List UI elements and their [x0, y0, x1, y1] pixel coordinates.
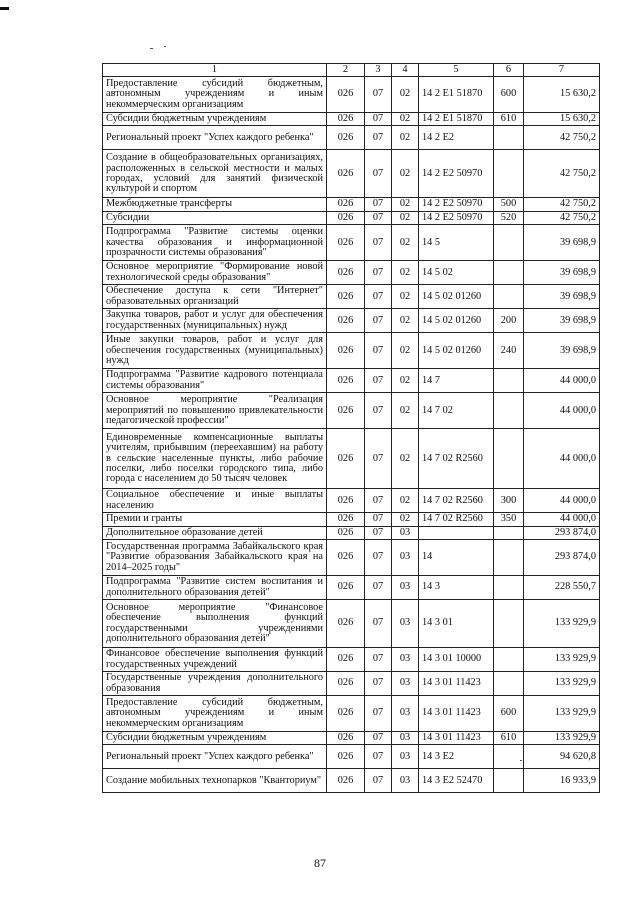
ministry-code-cell: 026: [327, 211, 365, 224]
amount-cell: 16 933,9: [524, 769, 600, 793]
expense-type-code-cell: [494, 429, 524, 489]
expense-type-code-cell: 500: [494, 198, 524, 211]
item-name-cell: Подпрограмма "Развитие кадрового потенциала системы образования": [103, 369, 327, 393]
expense-type-code-cell: 350: [494, 513, 524, 526]
target-article-code-cell: 14: [419, 540, 494, 576]
table-row: [103, 285, 600, 309]
item-name-cell: Единовременные компенсационные выплаты учителям, прибывшим (переехавшим) на работу в сельские населенные пункты, либо рабочие поселки, либо поселки городского типа, либо города с населением до 50 тысяч человек: [103, 429, 327, 489]
expense-type-code-cell: 600: [494, 696, 524, 732]
ministry-code-cell: 026: [327, 198, 365, 211]
section-code-cell: 07: [365, 600, 392, 648]
expense-type-code-cell: [494, 526, 524, 539]
target-article-code-cell: 14 5 02 01260: [419, 309, 494, 333]
target-article-code-cell: 14 2 E2 50970: [419, 211, 494, 224]
target-article-code-cell: 14 7 02: [419, 393, 494, 429]
item-name-cell: Дополнительное образование детей: [103, 526, 327, 539]
amount-cell: 44 000,0: [524, 393, 600, 429]
table-row: [103, 113, 600, 126]
expense-type-code-cell: [494, 576, 524, 600]
section-code-cell: 07: [365, 211, 392, 224]
item-name-cell: Социальное обеспечение и иные выплаты населению: [103, 489, 327, 513]
target-article-code-cell: 14 2 E2: [419, 126, 494, 150]
amount-cell: 133 929,9: [524, 648, 600, 672]
target-article-code-cell: 14 3 E2 52470: [419, 769, 494, 793]
ministry-code-cell: 026: [327, 309, 365, 333]
ministry-code-cell: 026: [327, 745, 365, 769]
section-code-cell: 07: [365, 261, 392, 285]
section-code-cell: 07: [365, 648, 392, 672]
ministry-code-cell: 026: [327, 513, 365, 526]
item-name-cell: Предоставление субсидий бюджетным, автономным учреждениям и иным некоммерческим организациям: [103, 77, 327, 113]
table-row: [103, 696, 600, 732]
target-article-code-cell: 14 5: [419, 225, 494, 261]
column-header: 6: [494, 64, 524, 77]
subsection-code-cell: 03: [392, 600, 419, 648]
table-row: [103, 333, 600, 369]
column-header: 1: [103, 64, 327, 77]
section-code-cell: 07: [365, 526, 392, 539]
table-row: [103, 77, 600, 113]
ministry-code-cell: 026: [327, 732, 365, 745]
section-code-cell: 07: [365, 333, 392, 369]
expense-type-code-cell: [494, 126, 524, 150]
section-code-cell: 07: [365, 672, 392, 696]
expense-type-code-cell: [494, 769, 524, 793]
item-name-cell: Межбюджетные трансферты: [103, 198, 327, 211]
table-row: [103, 672, 600, 696]
amount-cell: 44 000,0: [524, 513, 600, 526]
table-row: [103, 309, 600, 333]
amount-cell: 133 929,9: [524, 672, 600, 696]
section-code-cell: 07: [365, 732, 392, 745]
table-row: [103, 769, 600, 793]
target-article-code-cell: 14 3 01: [419, 600, 494, 648]
expense-type-code-cell: [494, 540, 524, 576]
subsection-code-cell: 03: [392, 526, 419, 539]
amount-cell: 44 000,0: [524, 489, 600, 513]
amount-cell: 133 929,9: [524, 696, 600, 732]
budget-table: [102, 63, 600, 793]
section-code-cell: 07: [365, 576, 392, 600]
subsection-code-cell: 03: [392, 769, 419, 793]
item-name-cell: Закупка товаров, работ и услуг для обеспечения государственных (муниципальных) нужд: [103, 309, 327, 333]
table-row: [103, 745, 600, 769]
amount-cell: 39 698,9: [524, 309, 600, 333]
ministry-code-cell: 026: [327, 285, 365, 309]
item-name-cell: Иные закупки товаров, работ и услуг для обеспечения государственных (муниципальных) нужд: [103, 333, 327, 369]
section-code-cell: 07: [365, 696, 392, 732]
section-code-cell: 07: [365, 309, 392, 333]
expense-type-code-cell: [494, 369, 524, 393]
table-row: [103, 489, 600, 513]
amount-cell: 133 929,9: [524, 600, 600, 648]
section-code-cell: 07: [365, 198, 392, 211]
expense-type-code-cell: 520: [494, 211, 524, 224]
target-article-code-cell: 14 7 02 R2560: [419, 489, 494, 513]
target-article-code-cell: [419, 526, 494, 539]
table-row: [103, 600, 600, 648]
subsection-code-cell: 02: [392, 369, 419, 393]
ministry-code-cell: 026: [327, 393, 365, 429]
item-name-cell: Предоставление субсидий бюджетным, автономным учреждениям и иным некоммерческим организациям: [103, 696, 327, 732]
subsection-code-cell: 03: [392, 696, 419, 732]
section-code-cell: 07: [365, 489, 392, 513]
amount-cell: 44 000,0: [524, 369, 600, 393]
item-name-cell: Субсидии бюджетным учреждениям: [103, 113, 327, 126]
amount-cell: 94 620,8: [524, 745, 600, 769]
expense-type-code-cell: [494, 672, 524, 696]
ministry-code-cell: 026: [327, 369, 365, 393]
target-article-code-cell: 14 3 01 11423: [419, 732, 494, 745]
table-row: [103, 732, 600, 745]
item-name-cell: Основное мероприятие "Финансовое обеспечение выполнения функций государственными учреждениями дополнительного образования детей": [103, 600, 327, 648]
table-row: [103, 150, 600, 198]
section-code-cell: 07: [365, 513, 392, 526]
column-header: 7: [524, 64, 600, 77]
table-row: [103, 393, 600, 429]
table-header-row: [103, 64, 600, 77]
subsection-code-cell: 03: [392, 540, 419, 576]
item-name-cell: Субсидии бюджетным учреждениям: [103, 732, 327, 745]
item-name-cell: Государственные учреждения дополнительного образования: [103, 672, 327, 696]
amount-cell: 42 750,2: [524, 198, 600, 211]
target-article-code-cell: 14 5 02 01260: [419, 333, 494, 369]
target-article-code-cell: 14 7: [419, 369, 494, 393]
amount-cell: 42 750,2: [524, 150, 600, 198]
subsection-code-cell: 02: [392, 225, 419, 261]
table-row: [103, 513, 600, 526]
table-row: [103, 225, 600, 261]
column-header: 5: [419, 64, 494, 77]
scan-speck: [150, 48, 153, 49]
expense-type-code-cell: [494, 261, 524, 285]
subsection-code-cell: 02: [392, 489, 419, 513]
section-code-cell: 07: [365, 225, 392, 261]
item-name-cell: Основное мероприятие "Формирование новой технологической среды образования": [103, 261, 327, 285]
expense-type-code-cell: [494, 745, 524, 769]
amount-cell: 42 750,2: [524, 211, 600, 224]
target-article-code-cell: 14 3 01 11423: [419, 696, 494, 732]
ministry-code-cell: 026: [327, 769, 365, 793]
target-article-code-cell: 14 3 E2: [419, 745, 494, 769]
table-row: [103, 126, 600, 150]
ministry-code-cell: 026: [327, 150, 365, 198]
ministry-code-cell: 026: [327, 429, 365, 489]
target-article-code-cell: 14 7 02 R2560: [419, 429, 494, 489]
ministry-code-cell: 026: [327, 261, 365, 285]
target-article-code-cell: 14 5 02 01260: [419, 285, 494, 309]
ministry-code-cell: 026: [327, 113, 365, 126]
item-name-cell: Государственная программа Забайкальского края "Развитие образования Забайкальского края на 2014–2025 годы": [103, 540, 327, 576]
table-row: [103, 198, 600, 211]
scan-edge-mark: [0, 7, 9, 10]
ministry-code-cell: 026: [327, 225, 365, 261]
column-header: 3: [365, 64, 392, 77]
target-article-code-cell: 14 3 01 11423: [419, 672, 494, 696]
target-article-code-cell: 14 7 02 R2560: [419, 513, 494, 526]
section-code-cell: 07: [365, 113, 392, 126]
ministry-code-cell: 026: [327, 576, 365, 600]
table-row: [103, 429, 600, 489]
subsection-code-cell: 02: [392, 429, 419, 489]
expense-type-code-cell: 240: [494, 333, 524, 369]
ministry-code-cell: 026: [327, 526, 365, 539]
column-header: 2: [327, 64, 365, 77]
amount-cell: 39 698,9: [524, 333, 600, 369]
expense-type-code-cell: [494, 150, 524, 198]
target-article-code-cell: 14 3: [419, 576, 494, 600]
expense-type-code-cell: 200: [494, 309, 524, 333]
subsection-code-cell: 02: [392, 77, 419, 113]
ministry-code-cell: 026: [327, 77, 365, 113]
expense-type-code-cell: [494, 393, 524, 429]
subsection-code-cell: 02: [392, 393, 419, 429]
expense-type-code-cell: [494, 648, 524, 672]
target-article-code-cell: 14 2 E2 50970: [419, 198, 494, 211]
subsection-code-cell: 03: [392, 648, 419, 672]
section-code-cell: 07: [365, 77, 392, 113]
expense-type-code-cell: [494, 285, 524, 309]
amount-cell: 133 929,9: [524, 732, 600, 745]
column-header: 4: [392, 64, 419, 77]
ministry-code-cell: 026: [327, 600, 365, 648]
subsection-code-cell: 02: [392, 113, 419, 126]
expense-type-code-cell: 300: [494, 489, 524, 513]
ministry-code-cell: 026: [327, 126, 365, 150]
subsection-code-cell: 02: [392, 126, 419, 150]
ministry-code-cell: 026: [327, 333, 365, 369]
amount-cell: 15 630,2: [524, 77, 600, 113]
ministry-code-cell: 026: [327, 540, 365, 576]
item-name-cell: Основное мероприятие "Реализация мероприятий по повышению привлекательности педагогической профессии": [103, 393, 327, 429]
table-row: [103, 261, 600, 285]
item-name-cell: Подпрограмма "Развитие системы оценки качества образования и информационной прозрачности системы образования": [103, 225, 327, 261]
item-name-cell: Премии и гранты: [103, 513, 327, 526]
table-row: [103, 526, 600, 539]
amount-cell: 44 000,0: [524, 429, 600, 489]
section-code-cell: 07: [365, 393, 392, 429]
subsection-code-cell: 02: [392, 513, 419, 526]
ministry-code-cell: 026: [327, 696, 365, 732]
target-article-code-cell: 14 3 01 10000: [419, 648, 494, 672]
subsection-code-cell: 02: [392, 309, 419, 333]
expense-type-code-cell: 600: [494, 77, 524, 113]
subsection-code-cell: 02: [392, 285, 419, 309]
item-name-cell: Создание мобильных технопарков "Кванториум": [103, 769, 327, 793]
section-code-cell: 07: [365, 150, 392, 198]
table-row: [103, 211, 600, 224]
subsection-code-cell: 02: [392, 261, 419, 285]
table-row: [103, 540, 600, 576]
table-row: [103, 648, 600, 672]
scan-speck: [164, 46, 166, 47]
item-name-cell: Создание в общеобразовательных организациях, расположенных в сельской местности и малых городах, условий для занятий физической культурой и спортом: [103, 150, 327, 198]
target-article-code-cell: 14 2 E2 50970: [419, 150, 494, 198]
subsection-code-cell: 02: [392, 198, 419, 211]
subsection-code-cell: 03: [392, 732, 419, 745]
ministry-code-cell: 026: [327, 648, 365, 672]
section-code-cell: 07: [365, 745, 392, 769]
subsection-code-cell: 03: [392, 745, 419, 769]
amount-cell: 42 750,2: [524, 126, 600, 150]
subsection-code-cell: 03: [392, 576, 419, 600]
section-code-cell: 07: [365, 429, 392, 489]
expense-type-code-cell: 610: [494, 732, 524, 745]
amount-cell: 39 698,9: [524, 261, 600, 285]
section-code-cell: 07: [365, 126, 392, 150]
section-code-cell: 07: [365, 369, 392, 393]
page-number: 87: [314, 856, 326, 870]
section-code-cell: 07: [365, 769, 392, 793]
target-article-code-cell: 14 5 02: [419, 261, 494, 285]
amount-cell: 39 698,9: [524, 285, 600, 309]
item-name-cell: Региональный проект "Успех каждого ребенка": [103, 126, 327, 150]
item-name-cell: Финансовое обеспечение выполнения функций государственных учреждений: [103, 648, 327, 672]
target-article-code-cell: 14 2 E1 51870: [419, 113, 494, 126]
item-name-cell: Подпрограмма "Развитие систем воспитания и дополнительного образования детей": [103, 576, 327, 600]
item-name-cell: Обеспечение доступа к сети "Интернет" образовательных организаций: [103, 285, 327, 309]
item-name-cell: Субсидии: [103, 211, 327, 224]
item-name-cell: Региональный проект "Успех каждого ребенка": [103, 745, 327, 769]
amount-cell: 293 874,0: [524, 540, 600, 576]
table-row: [103, 576, 600, 600]
ministry-code-cell: 026: [327, 489, 365, 513]
expense-type-code-cell: 610: [494, 113, 524, 126]
expense-type-code-cell: [494, 600, 524, 648]
ministry-code-cell: 026: [327, 672, 365, 696]
table-row: [103, 369, 600, 393]
subsection-code-cell: 02: [392, 211, 419, 224]
subsection-code-cell: 02: [392, 333, 419, 369]
section-code-cell: 07: [365, 540, 392, 576]
subsection-code-cell: 03: [392, 672, 419, 696]
amount-cell: 39 698,9: [524, 225, 600, 261]
amount-cell: 228 550,7: [524, 576, 600, 600]
amount-cell: 293 874,0: [524, 526, 600, 539]
target-article-code-cell: 14 2 E1 51870: [419, 77, 494, 113]
section-code-cell: 07: [365, 285, 392, 309]
expense-type-code-cell: [494, 225, 524, 261]
amount-cell: 15 630,2: [524, 113, 600, 126]
subsection-code-cell: 02: [392, 150, 419, 198]
